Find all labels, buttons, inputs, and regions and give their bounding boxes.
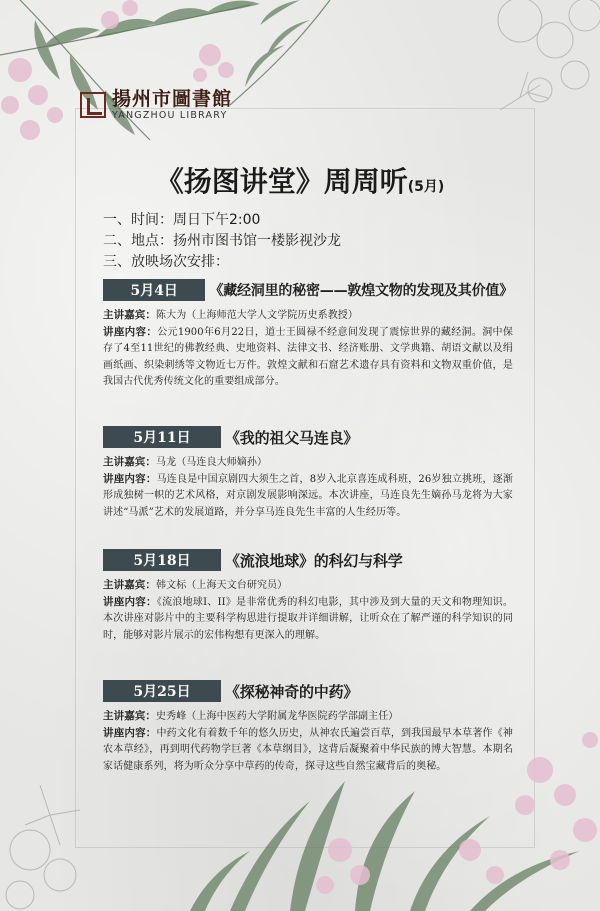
session-speaker: 史秀峰（上海中医药大学附属龙华医院药学部副主任） xyxy=(156,711,399,722)
library-name-en: YANGZHOU LIBRARY xyxy=(112,110,228,121)
session-details xyxy=(103,708,513,775)
content-label: 讲座内容： xyxy=(103,326,158,339)
session-content: 中药文化有着数千年的悠久历史，从神农氏遍尝百草，到我国最早本草著作《神农本草经》，再到明代药物学巨著《本草纲目》，这背后凝聚着中华民族的博大智慧。本期名家话健康系列，将为听众分享中草药的传奇，探寻这些自然宝藏背后的奥秘。 xyxy=(103,728,514,772)
content-label: 讲座内容： xyxy=(103,596,157,609)
session-details xyxy=(103,307,513,390)
session-card xyxy=(103,426,513,521)
session-content: 《流浪地球I、II》是非常优秀的科幻电影，其中涉及到大量的天文和物理知识。本次讲座对影片中的主要科学构思进行提取并详细讲解，让听众在了解严谨的科学知识的同时，能够对影片展示的宏伟构想有更深入的理解。 xyxy=(103,597,513,641)
session-date-badge: 5月4日 xyxy=(103,279,205,301)
session-card xyxy=(103,279,513,390)
title-suffix: (5月) xyxy=(407,179,445,195)
event-info xyxy=(103,210,341,273)
title-main: 《扬图讲堂》周周听 xyxy=(155,165,408,198)
session-details xyxy=(103,577,513,644)
session-speaker: 韩文标（上海天文台研究员） xyxy=(156,580,288,591)
page-title xyxy=(0,160,600,200)
library-logo xyxy=(80,88,232,122)
speaker-label: 主讲嘉宾： xyxy=(103,710,156,722)
session-details xyxy=(103,454,513,521)
session-speaker: 马龙（马连良大师嫡孙） xyxy=(156,457,268,468)
session-card xyxy=(103,680,513,775)
library-seal-icon xyxy=(80,92,106,118)
speaker-label: 主讲嘉宾： xyxy=(103,309,156,321)
session-date-badge: 5月11日 xyxy=(103,426,221,448)
info-location: 二、地点：扬州市图书馆一楼影视沙龙 xyxy=(103,233,341,249)
session-title: 《藏经洞里的秘密——敦煌文物的发现及其价值》 xyxy=(209,283,513,299)
session-date-badge: 5月25日 xyxy=(103,680,221,702)
session-title: 《流浪地球》的科幻与科学 xyxy=(225,551,403,570)
content-label: 讲座内容： xyxy=(103,473,157,486)
library-name-cn: 揚州市圖書館 xyxy=(112,88,233,110)
speaker-label: 主讲嘉宾： xyxy=(103,456,156,468)
session-date-badge: 5月18日 xyxy=(103,549,221,571)
floral-decoration-top xyxy=(0,0,600,150)
content-label: 讲座内容： xyxy=(103,727,157,740)
session-card xyxy=(103,549,513,644)
info-schedule-heading: 三、放映场次安排： xyxy=(103,254,229,270)
session-content: 马连良是中国京剧四大须生之首，8岁入北京喜连成科班，26岁独立挑班，逐渐形成独树一帜的艺术风格，对京剧发展影响深远。本次讲座，马连良先生嫡孙马龙将为大家讲述“马派”艺术的发展道路，并分享马连良先生丰富的人生经历等。 xyxy=(103,474,514,518)
info-time: 一、时间：周日下午2:00 xyxy=(103,212,261,228)
speaker-label: 主讲嘉宾： xyxy=(103,579,156,591)
session-speaker: 陈大为（上海师范大学人文学院历史系教授） xyxy=(156,310,358,321)
session-content: 公元1900年6月22日，道士王圆禄不经意间发现了震惊世界的藏经洞。洞中保存了4至11世纪的佛教经典、史地资料、法律文书、经济账册、文学典籍、胡语文献以及绢画纸画、织染刺绣等文物近七万件。敦煌文献和石窟艺术遗存具有资料和文物双重价值，是我国古代优秀传统文化的重要组成部分。 xyxy=(103,327,513,387)
session-title: 《探秘神奇的中药》 xyxy=(225,682,359,701)
session-title: 《我的祖父马连良》 xyxy=(225,428,359,447)
